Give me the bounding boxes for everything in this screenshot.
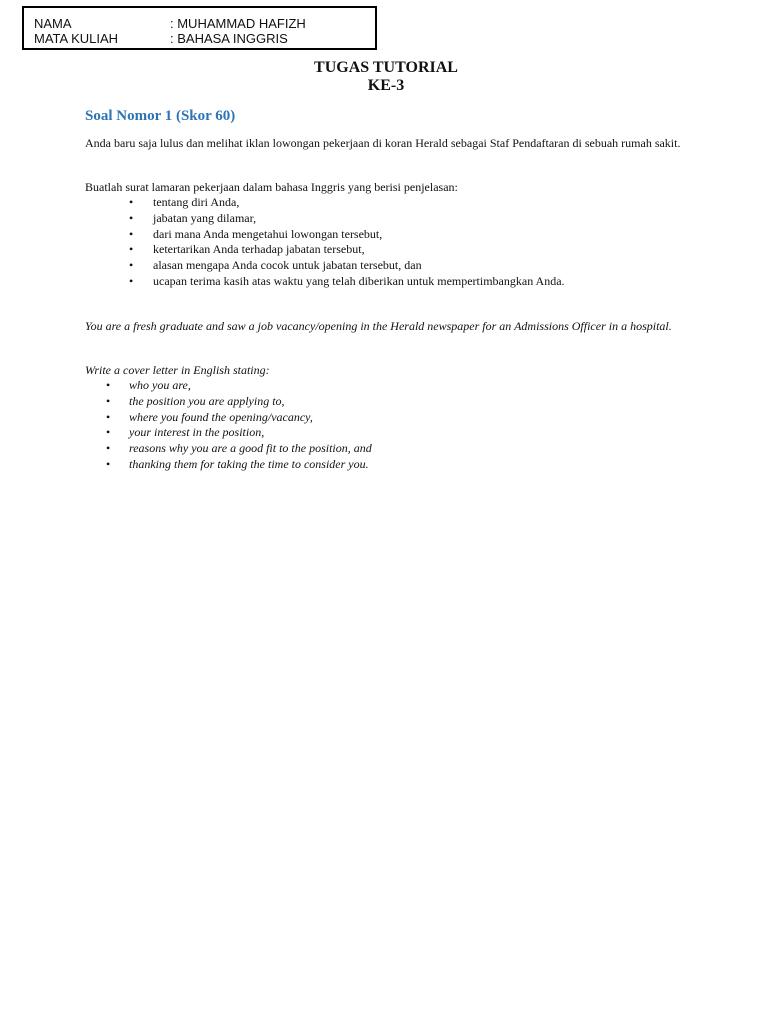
document-page: NAMA : MUHAMMAD HAFIZH MATA KULIAH : BAHASA INGGRIS TUGAS TUTORIAL KE-3 Soal Nomor 1 (Skor 60) Anda baru saja lulus dan melihat iklan lowongan pekerjaan di koran Herald sebagai Staf Pendaftaran di sebuah rumah sakit. Buatlah surat lamaran pekerjaan dalam bahasa Inggris yang berisi penjelasan: • tentang diri Anda, • jabatan yang dilamar, • dari mana Anda mengetahui lowongan tersebut, • ketertarikan Anda terhadap jabatan tersebut, • alasan mengapa Anda cocok untuk jabatan tersebut, dan • ucapan terima kasih atas waktu yang telah diberikan untuk mempertimbangkan Anda. You are a fresh graduate and saw a job vacancy/opening in the Herald newspaper for an Admissions Officer in a hospital. Write a cover letter in English stating: • who you are, • the position you are applying to, • where you found the opening/vacancy, • your interest in the position, • reasons why you are a good fit to the position, and • thanking them for taking the time to consider you. [0, 0, 768, 1024]
question-heading: Soal Nomor 1 (Skor 60) [85, 108, 236, 124]
bullet-icon: • [106, 441, 111, 456]
name-value: : MUHAMMAD HAFIZH [170, 16, 306, 31]
paragraph-english-scenario: You are a fresh graduate and saw a job vacancy/opening in the Herald newspaper for an Admissions Officer in a hospital. [85, 319, 672, 333]
paragraph-indonesian-scenario: Anda baru saja lulus dan melihat iklan lowongan pekerjaan di koran Herald sebagai Staf Pendaftaran di sebuah rumah sakit. [85, 136, 681, 150]
bullet-icon: • [129, 195, 134, 209]
bullet-icon: • [106, 393, 111, 408]
document-subtitle: KE-3 [367, 77, 405, 94]
bullet-icon: • [106, 425, 111, 440]
document-title: TUGAS TUTORIAL [314, 59, 458, 76]
course-label: MATA KULIAH [34, 31, 119, 46]
bullet-icon: • [129, 273, 134, 288]
bullet-icon: • [129, 242, 134, 257]
course-value: : BAHASA INGGRIS [170, 31, 288, 46]
name-label: NAMA [34, 16, 72, 31]
bullet-icon: • [129, 258, 134, 273]
bullet-icon: • [106, 378, 111, 392]
paragraph-indonesian-instruction: Buatlah surat lamaran pekerjaan dalam bahasa Inggris yang berisi penjelasan: [85, 180, 458, 194]
student-info-box [22, 6, 377, 50]
info-row-course [24, 31, 375, 46]
paragraph-english-instruction: Write a cover letter in English stating: [85, 363, 270, 377]
bullet-icon: • [106, 409, 111, 424]
bullet-icon: • [106, 456, 111, 471]
info-row-name [24, 16, 375, 31]
bullet-icon: • [129, 226, 134, 241]
bullet-icon: • [129, 210, 134, 225]
